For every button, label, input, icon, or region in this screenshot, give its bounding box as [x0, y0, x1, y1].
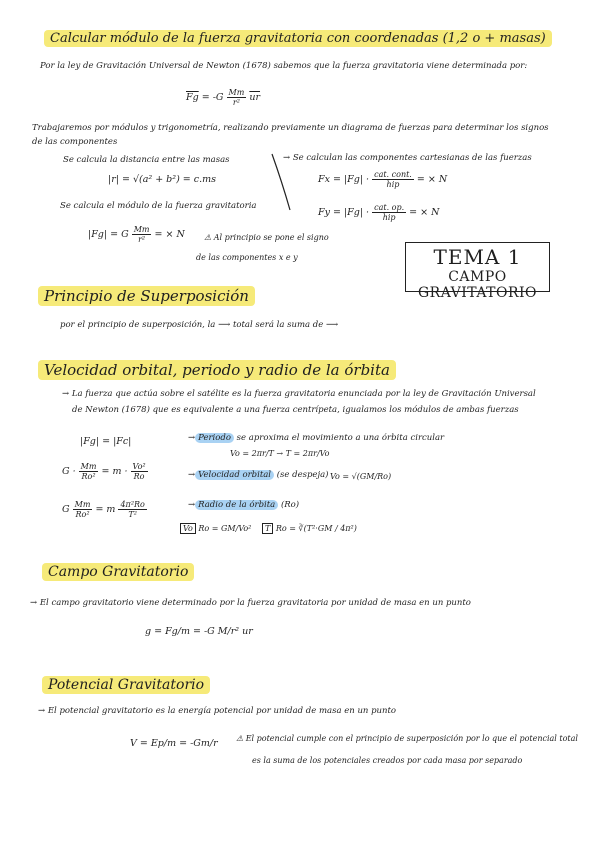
modulus-equation: |Fg| = G $\frac{Mm}{\text{r²}}$ = × N: [88, 225, 185, 244]
tema-number: TEMA 1: [433, 245, 522, 269]
section-title-superposition: Principio de Superposición: [38, 286, 255, 306]
force-equality-eq: |Fg| = |Fc|: [80, 436, 132, 447]
tema-box: [405, 242, 550, 301]
fy-equation: Fy = |Fg| · $\frac{\text{cat. op.}}{\text{hip}}$ = × N: [318, 203, 440, 222]
section-title-force: Calcular módulo de la fuerza gravitatoria con coordenadas (1,2 o + masas): [44, 30, 552, 47]
section-title-potential: Potencial Gravitatorio: [42, 676, 210, 694]
potential-equation: V = Ep/m = -Gm/r: [130, 738, 218, 749]
sign-note-line2: de las componentes x e y: [196, 253, 298, 262]
periodo-eq: Vo = 2πr/T → T = 2πr/Vo: [230, 449, 330, 458]
method-paragraph: Trabajaremos por módulos y trigonometría, realizando previamente un diagrama de fuerzas para determinar los signos de las componentes: [32, 123, 549, 147]
radius-eq-period: T Ro = ∛(T²·GM / 4π²): [262, 524, 357, 533]
fx-equation: Fx = |Fg| · $\frac{\text{cat. cont.}}{\text{hip}}$ = × N: [318, 170, 448, 189]
components-label: → Se calculan las componentes cartesianas de las fuerzas: [283, 153, 532, 163]
orbital-text-line2: de Newton (1678) que es equivalente a una fuerza centrípeta, igualamos los módulos de ambas fuerzas: [72, 405, 519, 415]
tema-subject: CAMPO GRAVITATORIO: [417, 269, 538, 301]
centripetal-velocity-eq: G · $\frac{Mm}{\text{Ro²}}$ = m · $\frac{\text{Vo²}}{Ro}$: [62, 462, 146, 481]
force-formula: $\overline{Fg} = -G$ $\frac{Mm}{\text{r²}}$ $\overline{ur}$: [186, 88, 261, 107]
potential-note-line1: ⚠ El potencial cumple con el principio de superposición por lo que el potencial total: [236, 734, 578, 743]
radius-eq-velocity: Vo Ro = GM/Vo²: [180, 524, 251, 533]
periodo-label: Periodo: [195, 433, 234, 443]
centripetal-period-eq: G $\frac{Mm}{\text{Ro²}}$ = m $\frac{\text{4π²Ro}}{\text{T²}}$: [62, 500, 145, 519]
modulus-label: Se calcula el módulo de la fuerza gravitatoria: [60, 201, 257, 211]
periodo-row: → Periodo se aproxima el movimiento a una órbita circular: [188, 433, 445, 443]
velocity-eq: Vo = √(GM/Ro): [330, 472, 392, 481]
sign-note-line1: ⚠ Al principio se pone el signo: [204, 233, 329, 242]
distance-label: Se calcula la distancia entre las masas: [63, 155, 230, 165]
radius-label: Radio de la órbita: [195, 500, 278, 510]
superposition-text: por el principio de superposición, la ⟶ total será la suma de ⟶: [60, 320, 339, 330]
intro-text: Por la ley de Gravitación Universal de Newton (1678) sabemos que la fuerza gravitatoria viene determinada por:: [40, 61, 528, 71]
velocity-label: Velocidad orbital: [195, 470, 274, 480]
section-title-orbital: Velocidad orbital, periodo y radio de la órbita: [38, 360, 396, 380]
field-equation: g = Fg/m = -G M/r² ur: [145, 626, 253, 637]
radius-row: → Radio de la órbita (Ro): [188, 500, 300, 510]
field-text: → El campo gravitatorio viene determinado por la fuerza gravitatoria por unidad de masa en un punto: [30, 598, 471, 608]
velocity-row: → Velocidad orbital (se despeja): [188, 470, 329, 480]
section-title-field: Campo Gravitatorio: [42, 563, 194, 581]
potential-note-line2: es la suma de los potenciales creados por cada masa por separado: [252, 756, 523, 765]
orbital-text-line1: → La fuerza que actúa sobre el satélite es la fuerza gravitatoria enunciada por la ley de Gravitación Universal: [62, 389, 536, 399]
distance-equation: |r| = √(a² + b²) = c.ms: [108, 174, 216, 185]
potential-text: → El potencial gravitatorio es la energía potencial por unidad de masa en un punto: [38, 706, 397, 716]
